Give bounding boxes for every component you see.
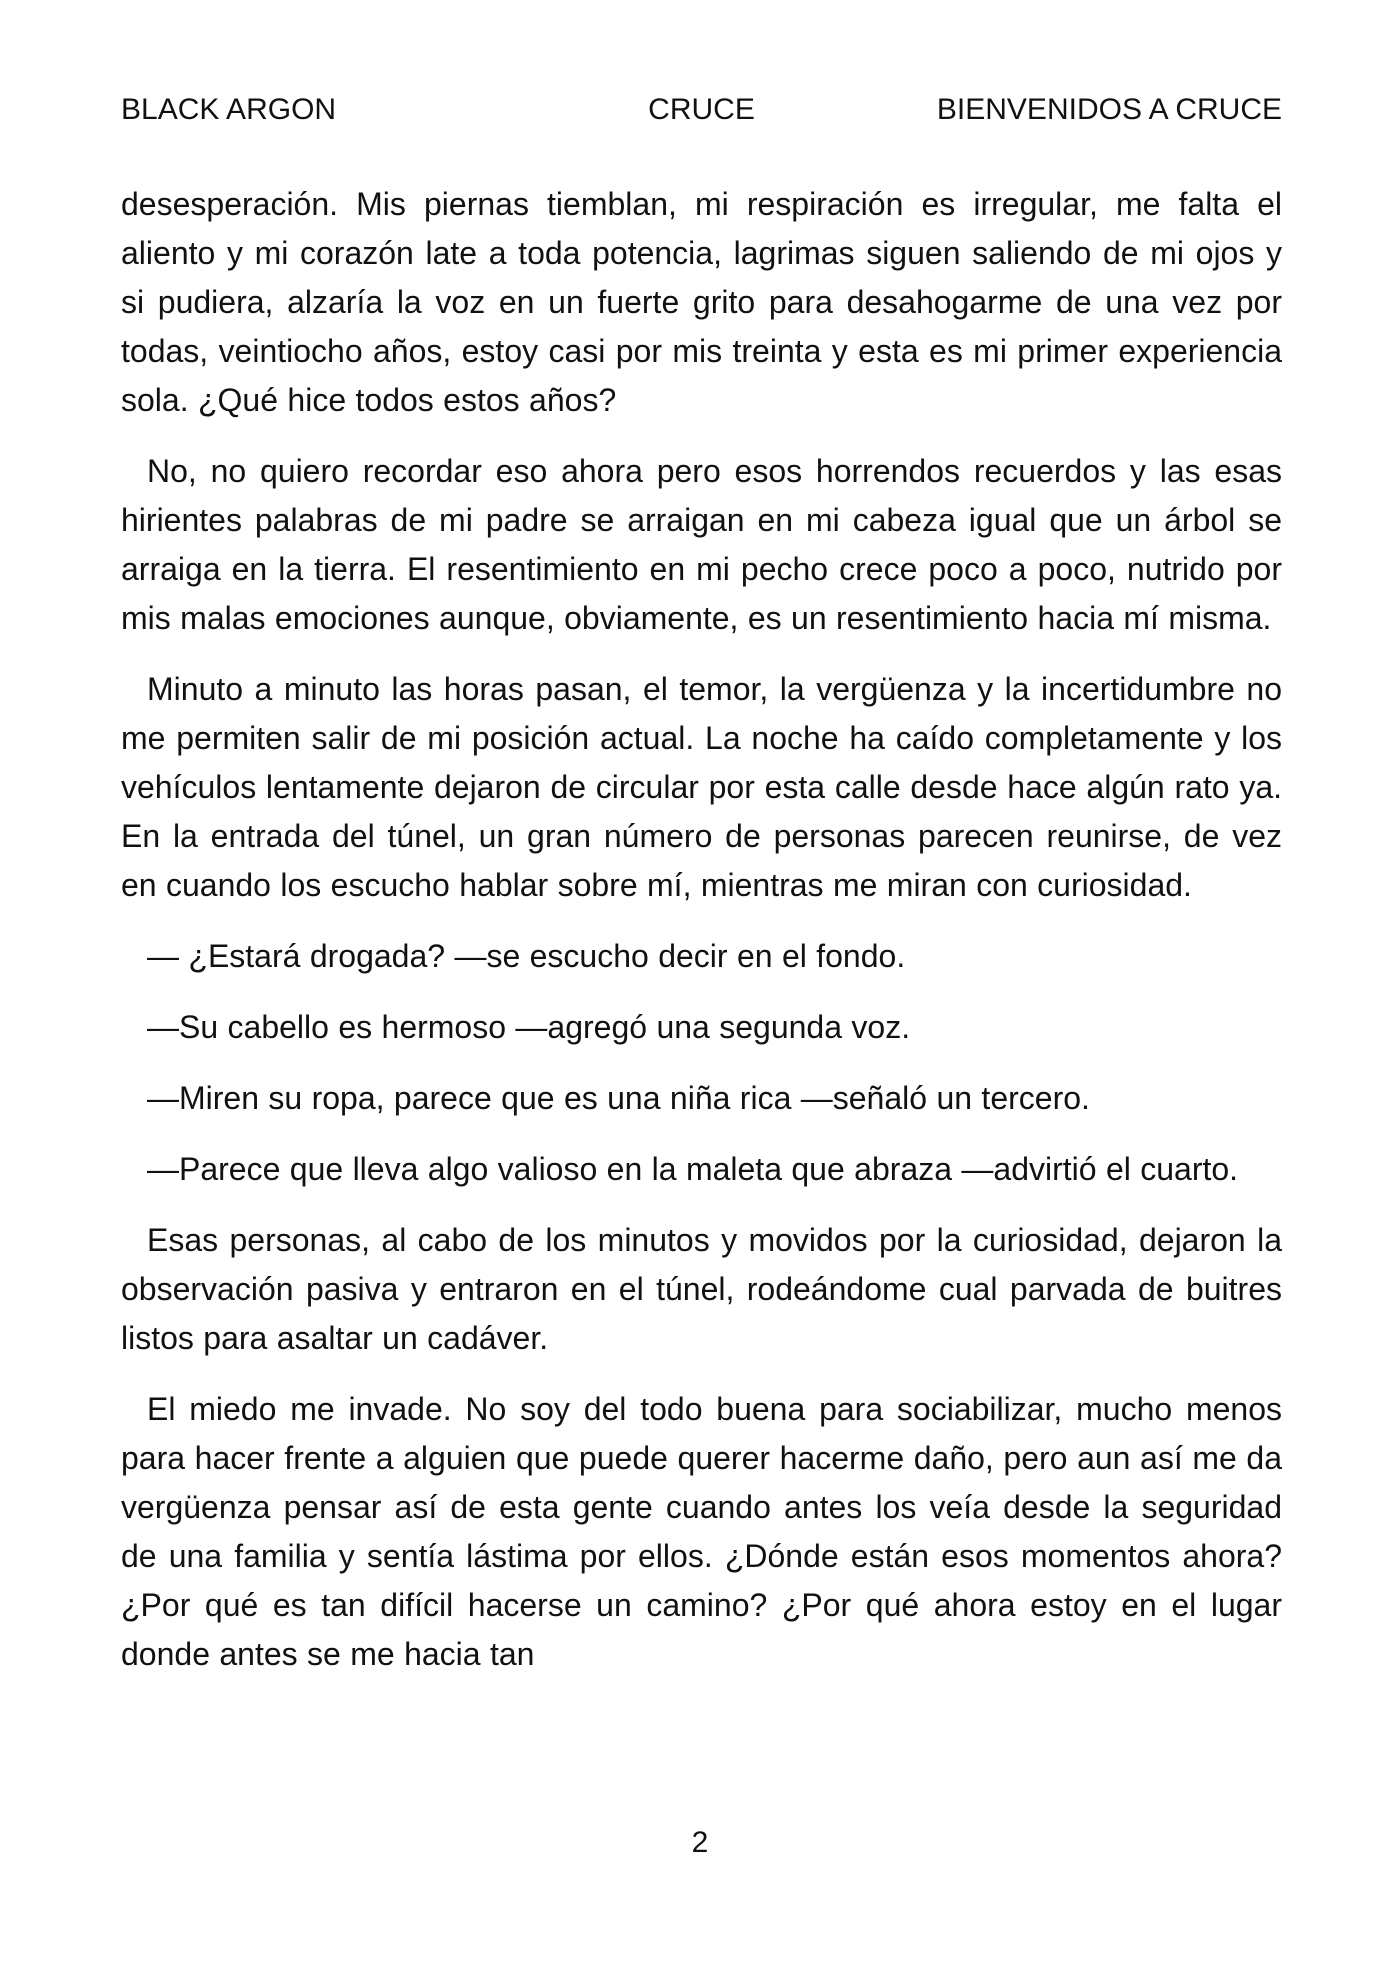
dialogue-line-3: —Miren su ropa, parece que es una niña rica —señaló un tercero. — [147, 1080, 1090, 1116]
header-book-title: CRUCE — [648, 93, 755, 126]
paragraph-4: Esas personas, al cabo de los minutos y movidos por la curiosidad, dejaron la observación pasiva y entraron en el túnel, rodeándome cual parvada de buitres listos para asaltar un cadáver. — [121, 1222, 1282, 1356]
dialogue-line-4: —Parece que lleva algo valioso en la maleta que abraza —advirtió el cuarto. — [147, 1151, 1239, 1187]
header-author: BLACK ARGON — [121, 93, 337, 126]
dialogue-line-1: — ¿Estará drogada? —se escucho decir en el fondo. — [147, 938, 906, 974]
page-number: 2 — [691, 1826, 709, 1859]
paragraph-2: No, no quiero recordar eso ahora pero esos horrendos recuerdos y las esas hirientes palabras de mi padre se arraigan en mi cabeza igual que un árbol se arraiga en la tierra. El resentimiento en mi pecho crece poco a poco, nutrido por mis malas emociones aunque, obviamente, es un resentimiento hacia mí misma. — [121, 453, 1282, 636]
running-header — [121, 90, 1282, 130]
header-chapter-title: BIENVENIDOS A CRUCE — [936, 93, 1282, 126]
paragraph-1: desesperación. Mis piernas tiemblan, mi respiración es irregular, me falta el aliento y mi corazón late a toda potencia, lagrimas siguen saliendo de mi ojos y si pudiera, alzaría la voz en un fuerte grito para desahogarme de una vez por todas, veintiocho años, estoy casi por mis treinta y esta es mi primer experiencia sola. ¿Qué hice todos estos años? — [121, 186, 1282, 418]
paragraph-5: El miedo me invade. No soy del todo buena para sociabilizar, mucho menos para hacer frente a alguien que puede querer hacerme daño, pero aun así me da vergüenza pensar así de esta gente cuando antes los veía desde la seguridad de una familia y sentía lástima por ellos. ¿Dónde están esos momentos ahora? ¿Por qué es tan difícil hacerse un camino? ¿Por qué ahora estoy en el lugar donde antes se me hacia tan — [121, 1391, 1282, 1672]
paragraph-3: Minuto a minuto las horas pasan, el temor, la vergüenza y la incertidumbre no me permiten salir de mi posición actual. La noche ha caído completamente y los vehículos lentamente dejaron de circular por esta calle desde hace algún rato ya. En la entrada del túnel, un gran número de personas parecen reunirse, de vez en cuando los escucho hablar sobre mí, mientras me miran con curiosidad. — [121, 671, 1282, 903]
dialogue-line-2: —Su cabello es hermoso —agregó una segunda voz. — [147, 1009, 911, 1045]
body-text — [121, 180, 1282, 1701]
